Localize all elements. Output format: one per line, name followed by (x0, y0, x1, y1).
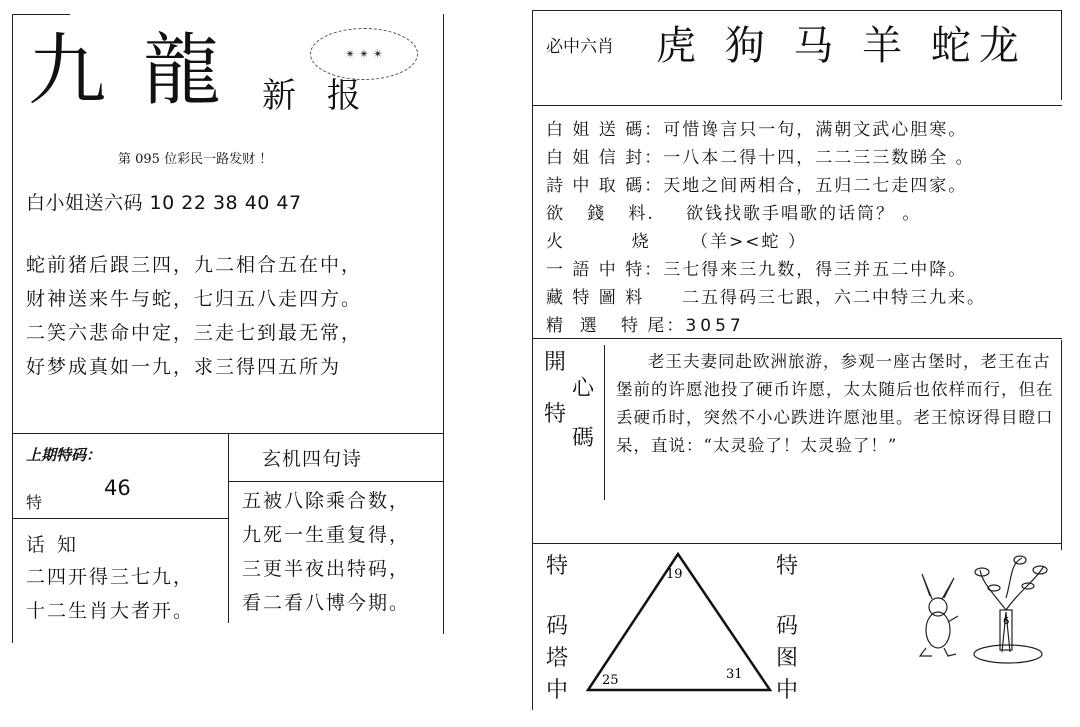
poem-line: 好梦成真如一九，求三得四五所为 (26, 356, 342, 378)
tip-label: 白 姐 送 碼： (546, 120, 664, 140)
tip-row (546, 144, 986, 172)
divider-vertical (228, 433, 229, 623)
divider-header (532, 105, 1062, 106)
tip-text: 3057 (685, 316, 745, 336)
tip-row (546, 200, 986, 228)
tip-text: 天地之间两相合，五归二七走四家。 (663, 176, 968, 196)
tower-right-char: 图 (776, 646, 799, 671)
joke-label-char: 心 (572, 376, 595, 401)
tip-label: 精 選 特 尾： (546, 316, 686, 336)
tip-label: 藏 特 圖 料 (546, 288, 645, 308)
tips-list (546, 116, 986, 340)
last-special-label: 特 (26, 493, 43, 512)
six-zodiac-label: 必中六肖 (546, 37, 614, 57)
six-zodiac-values: 虎 狗 马 羊 蛇龙 (656, 23, 1027, 69)
right-left-border (532, 10, 533, 710)
poem-line: 蛇前猪后跟三四，九二相合五在中， (26, 254, 363, 276)
tip-row (546, 256, 986, 284)
tip-label: 白 姐 信 封： (546, 148, 664, 168)
tip-row (546, 172, 986, 200)
tower-right-char: 码 (776, 614, 799, 639)
tip-text: （羊><蛇 ） (691, 232, 807, 252)
tip-text: 二五得码三七跟，六二中特三九来。 (682, 288, 986, 308)
joke-label-char: 碼 (572, 426, 595, 451)
tip-row (546, 312, 986, 340)
tip-row (546, 284, 986, 312)
verse-title: 玄机四句诗 (262, 448, 363, 470)
saying-line: 二四开得三七九， (26, 566, 195, 588)
tip-text: 一八本二得十四，二二三三数睇全 。 (663, 148, 975, 168)
rabbit-tree-illustration (912, 552, 1062, 670)
tower-right-char: 特 (776, 554, 799, 579)
verse-line: 三更半夜出特码， (242, 558, 411, 580)
tip-label: 火 烧 (546, 232, 651, 252)
last-special-title: 上期特码： (26, 446, 102, 464)
masthead-stamp (310, 28, 418, 80)
poem-line: 财神送来牛与蛇，七归五八走四方。 (26, 288, 363, 310)
divider-joke-side (604, 345, 605, 500)
tip-row (546, 116, 986, 144)
last-special-value: 46 (104, 476, 131, 500)
divider-verse-title (228, 481, 444, 482)
tip-label: 一 語 中 特： (546, 260, 664, 280)
tower-right-char: 中 (776, 678, 799, 703)
tip-row (546, 228, 986, 256)
headline: 白小姐送六码 10 22 38 40 47 (26, 192, 302, 214)
tip-text: 欲钱找歌手唱歌的话筒？ 。 (686, 204, 922, 224)
tree-number: 6 (1003, 616, 1010, 627)
saying-line: 十二生肖大者开。 (26, 600, 195, 622)
rabbit-icon (920, 574, 958, 656)
stamp-stars: ✴ ✴ ✴ (345, 47, 383, 61)
tip-label: 詩 中 取 碼： (546, 176, 664, 196)
saying-title: 话 知 (26, 534, 80, 556)
verse-line: 看二看八博今期。 (242, 592, 411, 614)
verse-lines (242, 484, 410, 620)
right-border (443, 14, 444, 634)
top-border (12, 14, 70, 15)
joke-text: 老王夫妻同赴欧洲旅游，参观一座古堡时，老王在古堡前的许愿池投了硬币许愿，太太随后也依样而行，但在丢硬币时，突然不小心跌进许愿池里。老王惊讶得目瞪口呆，直说：“太灵验了！太灵验了！” (616, 352, 1054, 455)
verse-line: 五被八除乘合数， (242, 490, 411, 512)
tree-icon (974, 556, 1047, 663)
right-top-border (532, 10, 1062, 11)
tip-text: 可惜谗言只一句，满朝文武心胆寒。 (663, 120, 968, 140)
left-border-lower (12, 433, 13, 643)
divider-joke (532, 543, 1062, 544)
right-right-border-mid (1061, 340, 1062, 550)
tower-left-char: 码 (546, 614, 569, 639)
masthead-subtitle: 新 报 (262, 76, 371, 116)
masthead-title: 九 龍 (28, 26, 227, 116)
poem (26, 248, 362, 384)
issue-line: 第 095 位彩民一路发财 ！ (118, 152, 273, 167)
tower-bottom-right-number: 31 (726, 667, 743, 682)
divider-saying (12, 518, 228, 519)
tower-left-char: 中 (546, 678, 569, 703)
verse-line: 九死一生重复得， (242, 524, 411, 546)
tip-text: 三七得来三九数，得三并五二中降。 (663, 260, 968, 280)
joke-label-char: 特 (544, 402, 567, 427)
tip-label: 欲 錢 料. (546, 204, 655, 224)
joke-label-char: 開 (544, 350, 567, 375)
poem-line: 二笑六悲命中定，三走七到最无常， (26, 322, 363, 344)
tower-left-char: 特 (546, 554, 569, 579)
tower-bottom-left-number: 25 (602, 673, 619, 688)
right-right-border-top (1061, 10, 1062, 100)
saying-lines (26, 560, 194, 628)
tower-top-number: 19 (666, 567, 683, 582)
left-border (12, 14, 13, 434)
tower-left-char: 塔 (546, 646, 569, 671)
tower-triangle (580, 548, 776, 698)
